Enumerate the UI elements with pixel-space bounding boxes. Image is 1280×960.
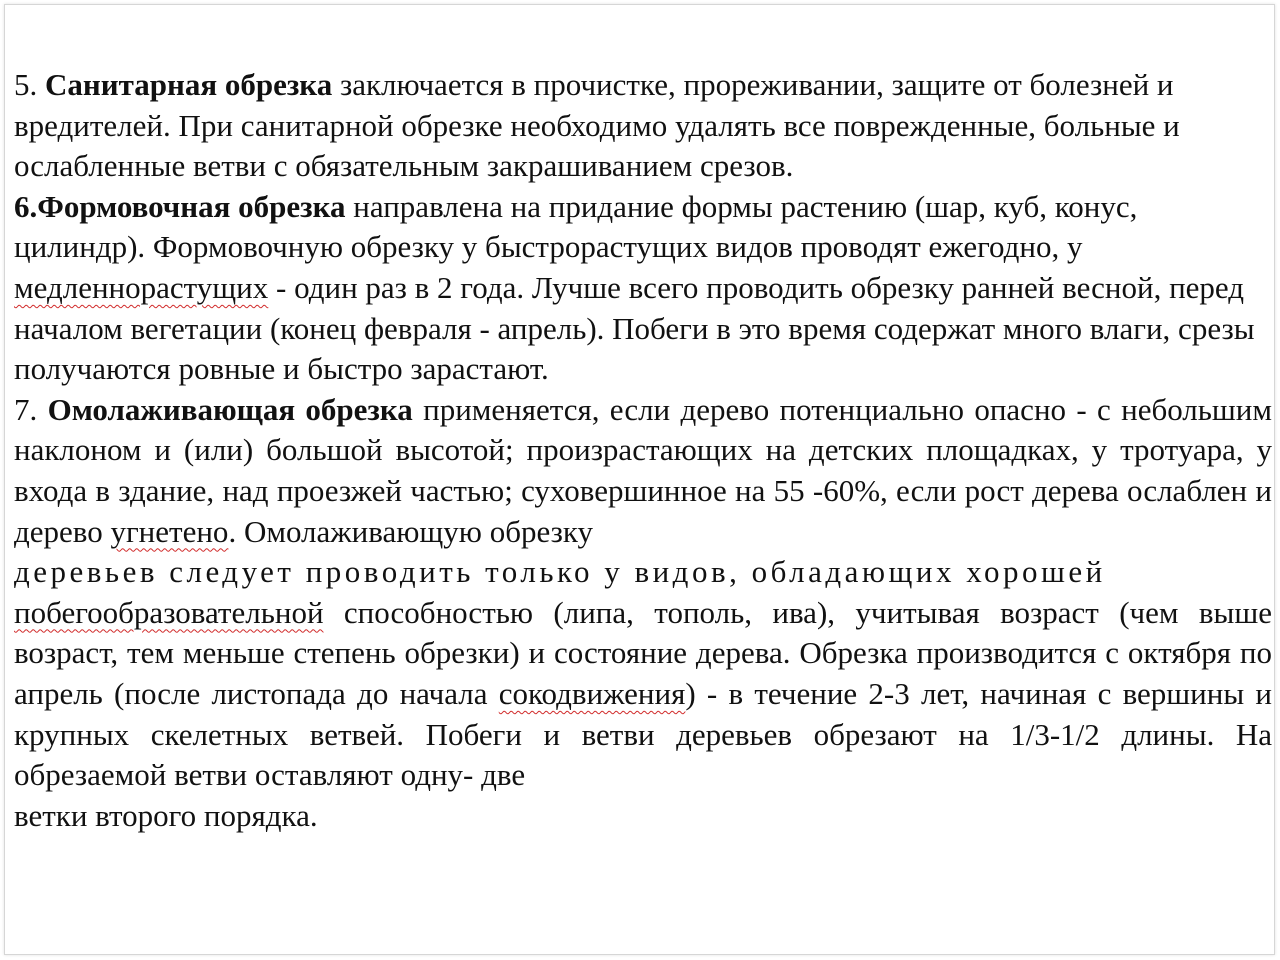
- document-body: [14, 65, 1272, 836]
- section-7-misspelled-word-1[interactable]: угнетено: [110, 513, 229, 549]
- section-5-number: 5.: [14, 67, 38, 102]
- section-6-text-2: - один раз в 2 года. Лучше всего проводить обрезку ранней весной, перед началом вегетации (конец февраля - апрель). Побеги в это время содержат много влаги, срезы получаются ровные и быстро зарастают.: [14, 269, 1255, 387]
- paragraph-section-5: [14, 65, 1272, 187]
- section-7-line-5-text: деревьев следует проводить только у видов, обладающих хорошей: [14, 554, 1106, 590]
- document-page: [4, 4, 1275, 955]
- section-6-title: 6.Формовочная обрезка: [14, 188, 346, 224]
- paragraph-section-7-last-line: [14, 796, 1272, 837]
- section-7-misspelled-word-2[interactable]: побегообразовательной: [14, 594, 324, 630]
- paragraph-section-6: [14, 187, 1272, 390]
- section-5-title: Санитарная обрезка: [45, 67, 333, 102]
- section-7-number: 7.: [14, 391, 38, 427]
- section-7-misspelled-word-3[interactable]: сокодвижения: [498, 675, 686, 711]
- paragraph-section-7-part-2: [14, 593, 1272, 796]
- paragraph-section-7-line-5: [14, 552, 1272, 593]
- section-6-misspelled-word[interactable]: медленнорастущих: [14, 269, 269, 305]
- section-5-text: заключается в прочистке, прореживании, защите от болезней и вредителей. При санитарной обрезке необходимо удалять все поврежденные, больные и ослабленные ветви с обязательным закрашиванием срезов.: [14, 67, 1180, 184]
- section-7-text-2: . Омолаживающую обрезку: [228, 513, 593, 549]
- section-7-text-5: ветки второго порядка.: [14, 797, 318, 833]
- section-7-text-1: применяется, если дерево потенциально опасно - с небольшим наклоном и (или) большой высотой; произрастающих на детских площадках, у тротуара, у входа в здание, над проезжей частью; суховершинное на 55 -60%, если рост дерева ослаблен и дерево: [14, 391, 1272, 549]
- paragraph-section-7-part-1: [14, 390, 1272, 552]
- section-7-title: Омолаживающая обрезка: [47, 391, 413, 427]
- section-7-text-3: способностью (липа, тополь, ива), учитывая возраст (чем выше возраст, тем меньше степень обрезки) и состояние дерева. Обрезка производится с октября по апрель (после листопада до начала: [14, 594, 1272, 711]
- section-7-text-4: ) - в течение 2-3 лет, начиная с вершины и крупных скелетных ветвей. Побеги и ветви деревьев обрезают на 1/3-1/2 длины. На обрезаемой ветви оставляют одну- две: [14, 675, 1272, 793]
- section-6-text-1: направлена на придание формы растению (шар, куб, конус, цилиндр). Формовочную обрезку у быстрорастущих видов проводят ежегодно, у: [14, 188, 1138, 265]
